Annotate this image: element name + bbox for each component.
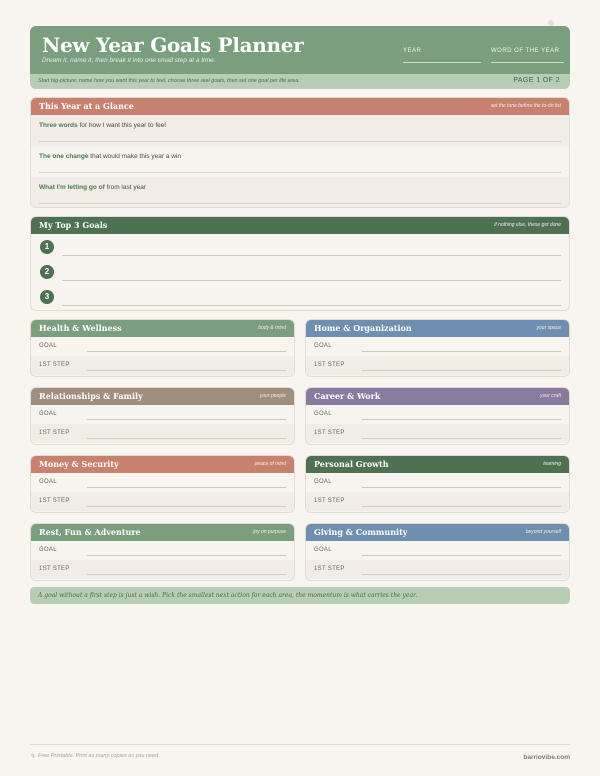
area-hint: beyond yourself — [525, 529, 561, 535]
area-header — [31, 320, 294, 337]
area-goal-row[interactable] — [306, 337, 569, 356]
intro-text: Start big-picture: name how you want this year to feel, choose three real goals, then set one goal per life area. — [38, 78, 300, 84]
goal-label: GOAL — [39, 411, 57, 417]
intro-strip — [30, 74, 570, 89]
glance-row-label: What I'm letting go of from last year — [39, 184, 146, 191]
area-goal-row[interactable] — [31, 473, 294, 492]
area-title: Home & Organization — [314, 323, 412, 333]
year-field[interactable] — [403, 48, 421, 54]
first-step-label: 1ST STEP — [39, 566, 70, 572]
year-line — [403, 62, 481, 63]
top3-hint: if nothing else, these get done — [494, 222, 561, 228]
area-step-row[interactable] — [306, 356, 569, 375]
glance-row-label: The one change that would make this year a win — [39, 153, 181, 160]
glance-rows — [31, 115, 569, 208]
area-hint: your space — [536, 325, 561, 331]
area-step-row[interactable] — [306, 492, 569, 511]
area-goal-row[interactable] — [31, 405, 294, 424]
write-line — [62, 255, 561, 256]
goal-label: GOAL — [314, 547, 332, 553]
area-step-row[interactable] — [31, 492, 294, 511]
page-number: PAGE 1 OF 2 — [513, 77, 560, 84]
write-line — [362, 351, 561, 352]
write-line — [362, 506, 561, 507]
quote-banner — [30, 587, 570, 604]
glance-row-label: Three words for how I want this year to feel — [39, 122, 166, 129]
area-hint: your people — [259, 393, 286, 399]
footer-site: barriovibe.com — [523, 754, 570, 761]
write-line — [39, 141, 561, 142]
area-header — [31, 388, 294, 405]
glance-row[interactable] — [31, 177, 569, 208]
write-line — [39, 203, 561, 204]
first-step-label: 1ST STEP — [314, 430, 345, 436]
area-step-row[interactable] — [306, 560, 569, 579]
area-header — [306, 320, 569, 337]
write-line — [362, 574, 561, 575]
write-line — [87, 419, 286, 420]
year-label: YEAR — [403, 48, 422, 54]
write-line — [362, 487, 561, 488]
area-title: Personal Growth — [314, 459, 389, 469]
area-title: Rest, Fun & Adventure — [39, 527, 141, 537]
write-line — [39, 172, 561, 173]
area-card — [305, 455, 570, 513]
write-line — [362, 419, 561, 420]
glance-card — [30, 97, 570, 208]
first-step-label: 1ST STEP — [39, 362, 70, 368]
write-line — [362, 370, 561, 371]
area-header — [31, 524, 294, 541]
word-of-year-field[interactable] — [491, 48, 559, 54]
glance-row[interactable] — [31, 115, 569, 146]
write-line — [87, 574, 286, 575]
goal-label: GOAL — [39, 547, 57, 553]
area-goal-row[interactable] — [306, 541, 569, 560]
area-goal-row[interactable] — [306, 405, 569, 424]
glance-row[interactable] — [31, 146, 569, 177]
page-title: New Year Goals Planner — [42, 33, 304, 57]
first-step-label: 1ST STEP — [314, 498, 345, 504]
word-of-year-label: WORD OF THE YEAR — [491, 48, 560, 54]
goal-label: GOAL — [314, 479, 332, 485]
goal-label: GOAL — [314, 411, 332, 417]
footer-note-text: Free Printable. Print as many copies as you need — [38, 753, 159, 759]
area-header — [31, 456, 294, 473]
goal-number-badge: 2 — [40, 265, 54, 279]
area-card — [30, 319, 295, 377]
top3-header — [31, 217, 569, 234]
area-goal-row[interactable] — [306, 473, 569, 492]
word-of-year-line — [491, 62, 564, 63]
area-step-row[interactable] — [31, 560, 294, 579]
area-title: Money & Security — [39, 459, 119, 469]
write-line — [87, 555, 286, 556]
goal-label: GOAL — [39, 479, 57, 485]
write-line — [362, 438, 561, 439]
write-line — [87, 351, 286, 352]
area-title: Giving & Community — [314, 527, 408, 537]
page-subtitle: Dream it, name it, then break it into one small step at a time. — [42, 57, 216, 64]
area-step-row[interactable] — [306, 424, 569, 443]
first-step-label: 1ST STEP — [314, 566, 345, 572]
area-card — [305, 319, 570, 377]
footer-divider — [30, 744, 570, 745]
glance-title: This Year at a Glance — [39, 101, 134, 111]
first-step-label: 1ST STEP — [314, 362, 345, 368]
glance-header — [31, 98, 569, 115]
write-line — [62, 280, 561, 281]
area-card — [30, 455, 295, 513]
goal-number-badge: 3 — [40, 290, 54, 304]
area-title: Health & Wellness — [39, 323, 122, 333]
first-step-label: 1ST STEP — [39, 498, 70, 504]
area-title: Career & Work — [314, 391, 381, 401]
footer-note — [30, 752, 170, 760]
area-hint: your craft — [540, 393, 561, 399]
area-hint: joy on purpose — [253, 529, 286, 535]
area-goal-row[interactable] — [31, 337, 294, 356]
area-card — [30, 387, 295, 445]
top3-rows — [31, 234, 569, 311]
top-goal-row[interactable] — [31, 236, 569, 261]
area-step-row[interactable] — [31, 424, 294, 443]
area-hint: learning — [543, 461, 561, 467]
area-header — [306, 524, 569, 541]
write-line — [87, 438, 286, 439]
top-goal-row[interactable] — [31, 286, 569, 311]
goal-number-badge: 1 — [40, 240, 54, 254]
area-hint: body & mind — [258, 325, 286, 331]
page-header — [30, 26, 570, 74]
area-card — [305, 523, 570, 581]
top3-card — [30, 216, 570, 311]
first-step-label: 1ST STEP — [39, 430, 70, 436]
write-line — [87, 506, 286, 507]
area-step-row[interactable] — [31, 356, 294, 375]
write-line — [62, 305, 561, 306]
area-hint: peace of mind — [254, 461, 286, 467]
top3-title: My Top 3 Goals — [39, 220, 108, 230]
write-line — [87, 487, 286, 488]
goal-label: GOAL — [314, 343, 332, 349]
glance-hint: set the tone before the to-do list — [490, 103, 561, 109]
write-line — [362, 555, 561, 556]
planner-page — [30, 26, 570, 89]
quote-text: A goal without a first step is just a wish. Pick the smallest next action for each area, the momentum is what carries the year. — [38, 592, 418, 599]
write-line — [87, 370, 286, 371]
top-goal-row[interactable] — [31, 261, 569, 286]
goal-label: GOAL — [39, 343, 57, 349]
area-card — [30, 523, 295, 581]
area-goal-row[interactable] — [31, 541, 294, 560]
area-header — [306, 388, 569, 405]
area-header — [306, 456, 569, 473]
area-card — [305, 387, 570, 445]
area-title: Relationships & Family — [39, 391, 143, 401]
pencil-icon: ✎ — [30, 754, 36, 760]
